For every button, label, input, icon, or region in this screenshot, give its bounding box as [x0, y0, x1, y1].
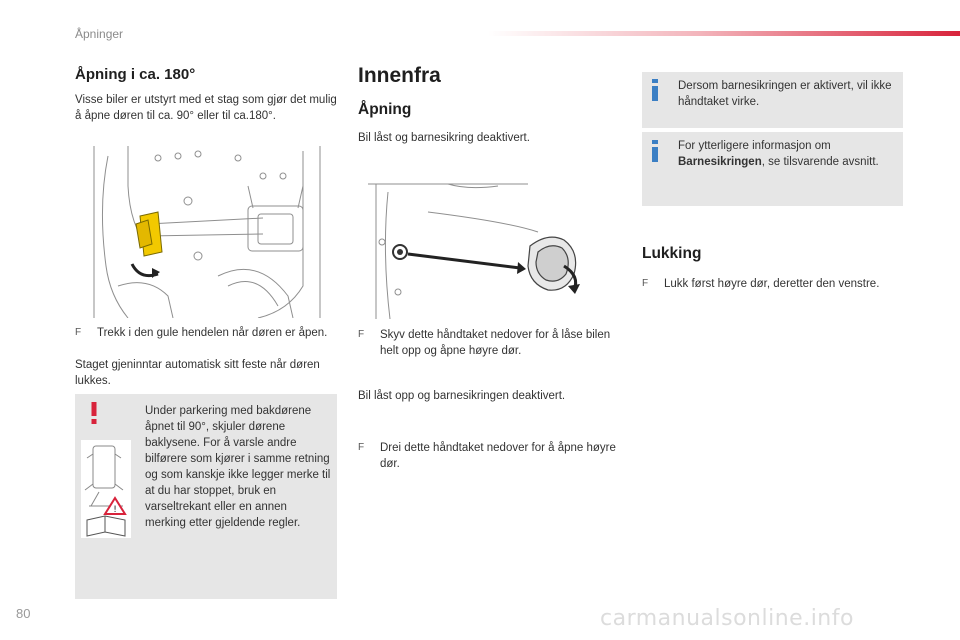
intro-text-180: Visse biler er utstyrt med et stag som gjør det mulig å åpne døren til ca. 90° eller til ca.180°.: [75, 94, 337, 122]
info-text-post: , se tilsvarende avsnitt.: [761, 156, 879, 168]
bullet-mark: F: [358, 329, 365, 340]
bullet-text: Drei dette håndtaket nedover for å åpne høyre dør.: [380, 442, 616, 470]
info-text-child-lock: Dersom barnesikringen er aktivert, vil ikke håndtaket virke.: [678, 80, 892, 108]
info-text-pre: For ytterligere informasjon om: [678, 140, 831, 152]
bullet-mark: F: [642, 278, 649, 289]
bullet-push-handle: [358, 327, 620, 359]
header-accent-bar: [488, 31, 960, 36]
svg-text:!: !: [113, 505, 117, 515]
bullet-turn-handle: [358, 440, 620, 472]
watermark: carmanualsonline.info: [600, 606, 854, 631]
bullet-yellow-lever: [75, 325, 337, 341]
info-box-child-lock: [642, 72, 903, 128]
van-parking-warning-illustration: [81, 440, 131, 538]
child-lock-reference: Barnesikringen: [678, 156, 762, 168]
info-icon: [652, 140, 658, 162]
bullet-mark: F: [358, 442, 365, 453]
strap-auto-text: Staget gjeninntar automatisk sitt feste når døren lukkes.: [75, 359, 320, 387]
page-number: 80: [16, 606, 31, 621]
subheading-opening: Åpning: [358, 101, 412, 118]
unlocked-child-lock-off-text: Bil låst opp og barnesikringen deaktivert.: [358, 390, 566, 402]
running-header: Åpninger: [75, 27, 124, 41]
bullet-mark: F: [75, 327, 82, 338]
bullet-text: Trekk i den gule hendelen når døren er åpen.: [97, 327, 328, 339]
bullet-close-doors: [642, 276, 904, 292]
info-icon: [652, 79, 658, 101]
interior-handle-illustration: [368, 182, 608, 319]
info-text-more-info: [678, 138, 898, 170]
section-heading-180: Åpning i ca. 180°: [75, 66, 196, 83]
warning-text: Under parkering med bakdørene åpnet til 90°, skjuler dørene baklysene. For å varsle andre bilførere som kjører i samme retning og som kanskje ikke legger merke til at du har stoppet, bruk en varseltrekant eller en annen merking etter gjeldende regler.: [145, 405, 331, 529]
bullet-text: Lukk først høyre dør, deretter den venstre.: [664, 278, 880, 290]
bullet-text: Skyv dette håndtaket nedover for å låse bilen helt opp og åpne høyre dør.: [380, 329, 611, 357]
subheading-closing: Lukking: [642, 245, 702, 262]
door-strap-illustration: [88, 146, 328, 318]
locked-child-lock-off-text: Bil låst og barnesikring deaktivert.: [358, 132, 530, 144]
section-heading-inside: Innenfra: [358, 64, 441, 87]
exclamation-warning-icon: [88, 402, 100, 424]
info-box-more-info: [642, 132, 903, 206]
